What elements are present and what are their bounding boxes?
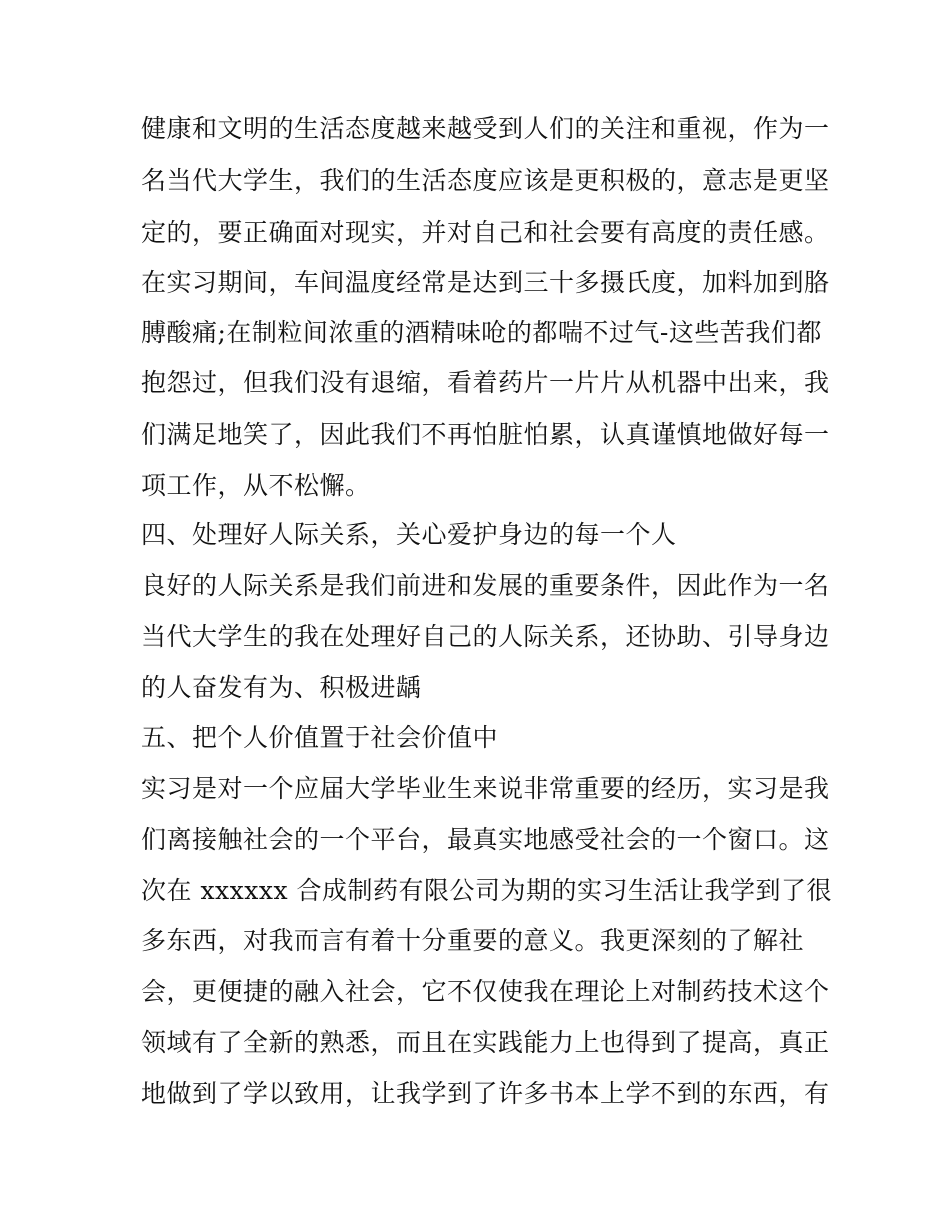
text-line: 名当代大学生，我们的生活态度应该是更积极的，意志是更坚: [141, 166, 830, 195]
text-line: 们离接触社会的一个平台，最真实地感受社会的一个窗口。这: [141, 825, 830, 854]
text-line: 次在 xxxxxx 合成制药有限公司为期的实习生活让我学到了很: [141, 876, 832, 905]
text-line: 当代大学生的我在处理好自己的人际关系，还协助、引导身边: [141, 622, 830, 651]
text-line: 健康和文明的生活态度越来越受到人们的关注和重视，作为一: [141, 114, 830, 143]
text-line: 抱怨过，但我们没有退缩，看着药片一片片从机器中出来，我: [141, 368, 830, 397]
text-line: 良好的人际关系是我们前进和发展的重要条件，因此作为一名: [141, 571, 830, 600]
section-heading: 五、把个人价值置于社会价值中: [141, 723, 499, 752]
section-heading: 四、处理好人际关系，关心爱护身边的每一个人: [141, 520, 677, 549]
text-line: 定的，要正确面对现实，并对自己和社会要有高度的责任感。: [141, 218, 830, 247]
text-line: 地做到了学以致用，让我学到了许多书本上学不到的东西，有: [141, 1079, 830, 1108]
text-line: 的人奋发有为、积极进龋: [141, 673, 422, 702]
text-line: 领域有了全新的熟悉，而且在实践能力上也得到了提高，真正: [141, 1028, 830, 1057]
text-line: 实习是对一个应届大学毕业生来说非常重要的经历，实习是我: [141, 774, 830, 803]
text-line: 们满足地笑了，因此我们不再怕脏怕累，认真谨慎地做好每一: [141, 420, 830, 449]
text-line: 在实习期间，车间温度经常是达到三十多摄氏度，加料加到胳: [141, 268, 830, 297]
text-line: 会，更便捷的融入社会，它不仅使我在理论上对制药技术这个: [141, 977, 830, 1006]
text-line: 多东西，对我而言有着十分重要的意义。我更深刻的了解社: [141, 926, 805, 955]
text-line: 膊酸痛;在制粒间浓重的酒精味呛的都喘不过气-这些苦我们都: [141, 318, 822, 347]
text-line: 项工作，从不松懈。: [141, 471, 371, 500]
